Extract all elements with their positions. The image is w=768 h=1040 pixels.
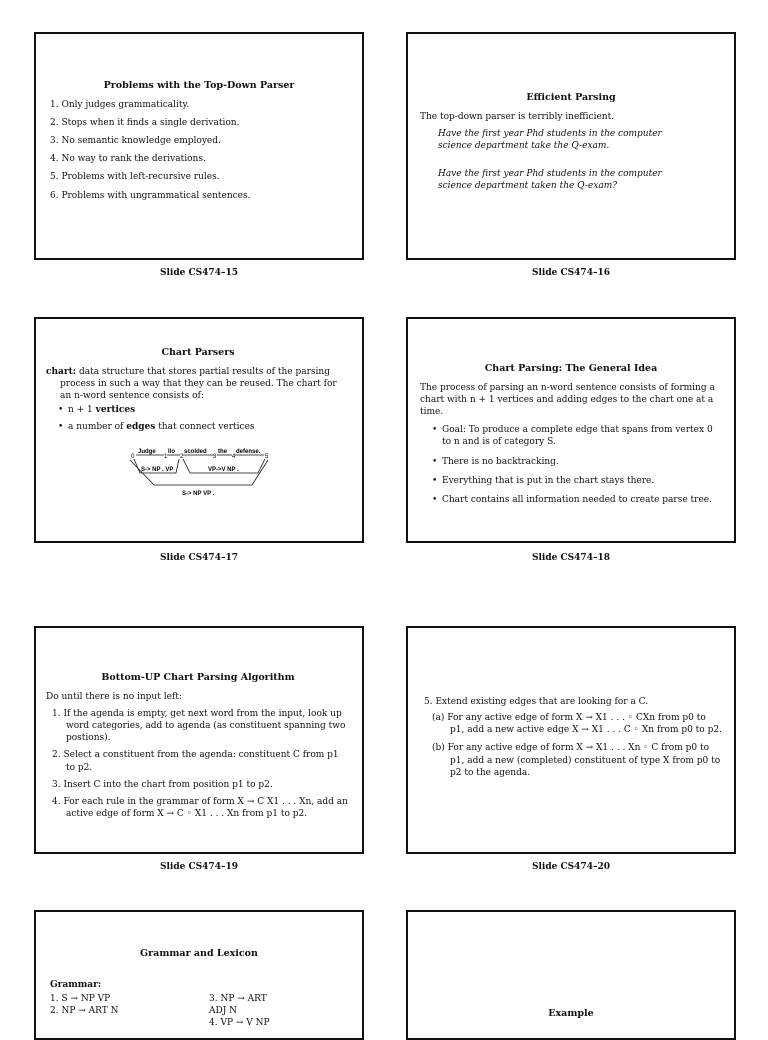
problem-list [50,99,348,202]
list-item: 1. Only judges grammaticality. [50,99,190,110]
sub-item: (b) For any active edge of form X → X1 . . . Xn ◦ C from p0 to p1, add a new (completed) constituent of type X from p0 to p2 to the agenda. [432,743,721,778]
slide-intro: The process of parsing an n-word sentence consists of forming a chart with n + 1 vertices and adding edges to the chart one at a time. [420,382,715,418]
word-label: the [218,449,227,455]
list-item: 6. Problems with ungrammatical sentences. [50,190,251,201]
slide-15 [34,32,364,260]
vertex-label: 4 [232,454,236,460]
list-item [68,421,350,433]
vertex-label: 5 [265,454,269,460]
slide-title: Problems with the Top-Down Parser [103,80,295,91]
chart-definition [46,366,350,402]
list-item: 2. Stops when it finds a single derivation. [50,117,240,128]
slide-title: Efficient Parsing [526,92,616,103]
slide-caption: Slide CS474–19 [160,862,238,872]
grammar-rule: 2. NP → ART N [50,1006,119,1017]
list-item: • Chart contains all information needed to create parse tree. [442,494,722,506]
list-item: 3. No semantic knowledge employed. [50,136,221,147]
edge-label: S-> NP VP . [182,491,215,497]
list-item: 5. Problems with left-recursive rules. [50,172,220,183]
word-label: scolded [184,449,207,455]
vertex-label: 2 [180,454,184,460]
grammar-rule: 3. NP → ART ADJ N [209,993,267,1017]
slide-17 [34,317,364,543]
slide-title: Bottom-UP Chart Parsing Algorithm [101,672,295,683]
slide-21 [34,910,364,1040]
slide-16 [406,32,736,260]
slide-19 [34,626,364,854]
slide-18 [406,317,736,543]
vertex-label: 0 [131,454,135,460]
slide-title: Chart Parsers [161,347,235,358]
slide-title: Grammar and Lexicon [140,948,258,959]
vertex-label: 1 [164,454,168,460]
grammar-rule: 4. VP → V NP [209,1018,270,1029]
vertex-label: 3 [213,454,217,460]
list-item [68,404,350,416]
slide-caption: Slide CS474–15 [160,268,238,278]
slide-caption: Slide CS474–17 [160,553,238,563]
list-item: 3. Insert C into the chart from position p1 to p2. [52,779,273,790]
chart-components-list [46,404,350,433]
list-item: • There is no backtracking. [442,456,722,468]
word-label: defense. [236,449,261,455]
slide-title: Chart Parsing: The General Idea [484,363,658,374]
definition-term: chart: [46,366,77,377]
idea-list [420,424,722,506]
slide-caption: Slide CS474–20 [532,862,610,872]
slide-title: Example [548,1008,594,1019]
list-item: 1. If the agenda is empty, get next word from the input, look up word categories, add to agenda (as constituent spanning two postions). [52,708,346,744]
grammar-label: Grammar: [50,979,102,990]
algorithm-steps [46,708,350,820]
grammar-rule: 1. S → NP VP [50,993,111,1004]
edge-label: S-> NP . VP [141,467,174,473]
list-item: 5. Extend existing edges that are looking for a C. [424,697,649,707]
slide-22 [406,910,736,1040]
edge-label: VP->V NP . [208,467,239,473]
sub-item: (a) For any active edge of form X → X1 . . . ◦ CXn from p0 to p1, add a new active edge X → X1 . . . C ◦ Xn from p0 to p2. [432,713,722,736]
slide-caption: Slide CS474–16 [532,268,610,278]
example-sentence: Have the first year Phd students in the computer science department take the Q-exam. [438,128,662,152]
list-item: 4. No way to rank the derivations. [50,154,206,165]
chart-diagram [36,443,364,513]
list-item: 2. Select a constituent from the agenda: constituent C from p1 to p2. [52,750,339,773]
slide-caption: Slide CS474–18 [532,553,610,563]
list-item: • Goal: To produce a complete edge that spans from vertex 0 to n and is of category S. [442,424,722,448]
example-sentence: Have the first year Phd students in the computer science department taken the Q-exam? [438,169,662,192]
word-label: Judge [138,449,156,455]
word-label: Ilo [168,449,175,455]
slide-20 [406,626,736,854]
bullet-text: a number of edges that connect vertices [68,422,255,433]
definition-text: data structure that stores partial results of the parsing process in such a way that they can be reused. The chart for an n-word sentence consists of: [60,366,337,402]
slide-intro: Do until there is no input left: [46,691,182,702]
slide-intro: The top-down parser is terribly inefficient. [420,111,615,122]
list-item: 4. For each rule in the grammar of form X → C X1 . . . Xn, add an active edge of form X → C ◦ X1 . . . Xn from p1 to p2. [52,796,348,819]
list-item: • Everything that is put in the chart stays there. [442,475,722,487]
bullet-text: n + 1 vertices [68,405,136,416]
